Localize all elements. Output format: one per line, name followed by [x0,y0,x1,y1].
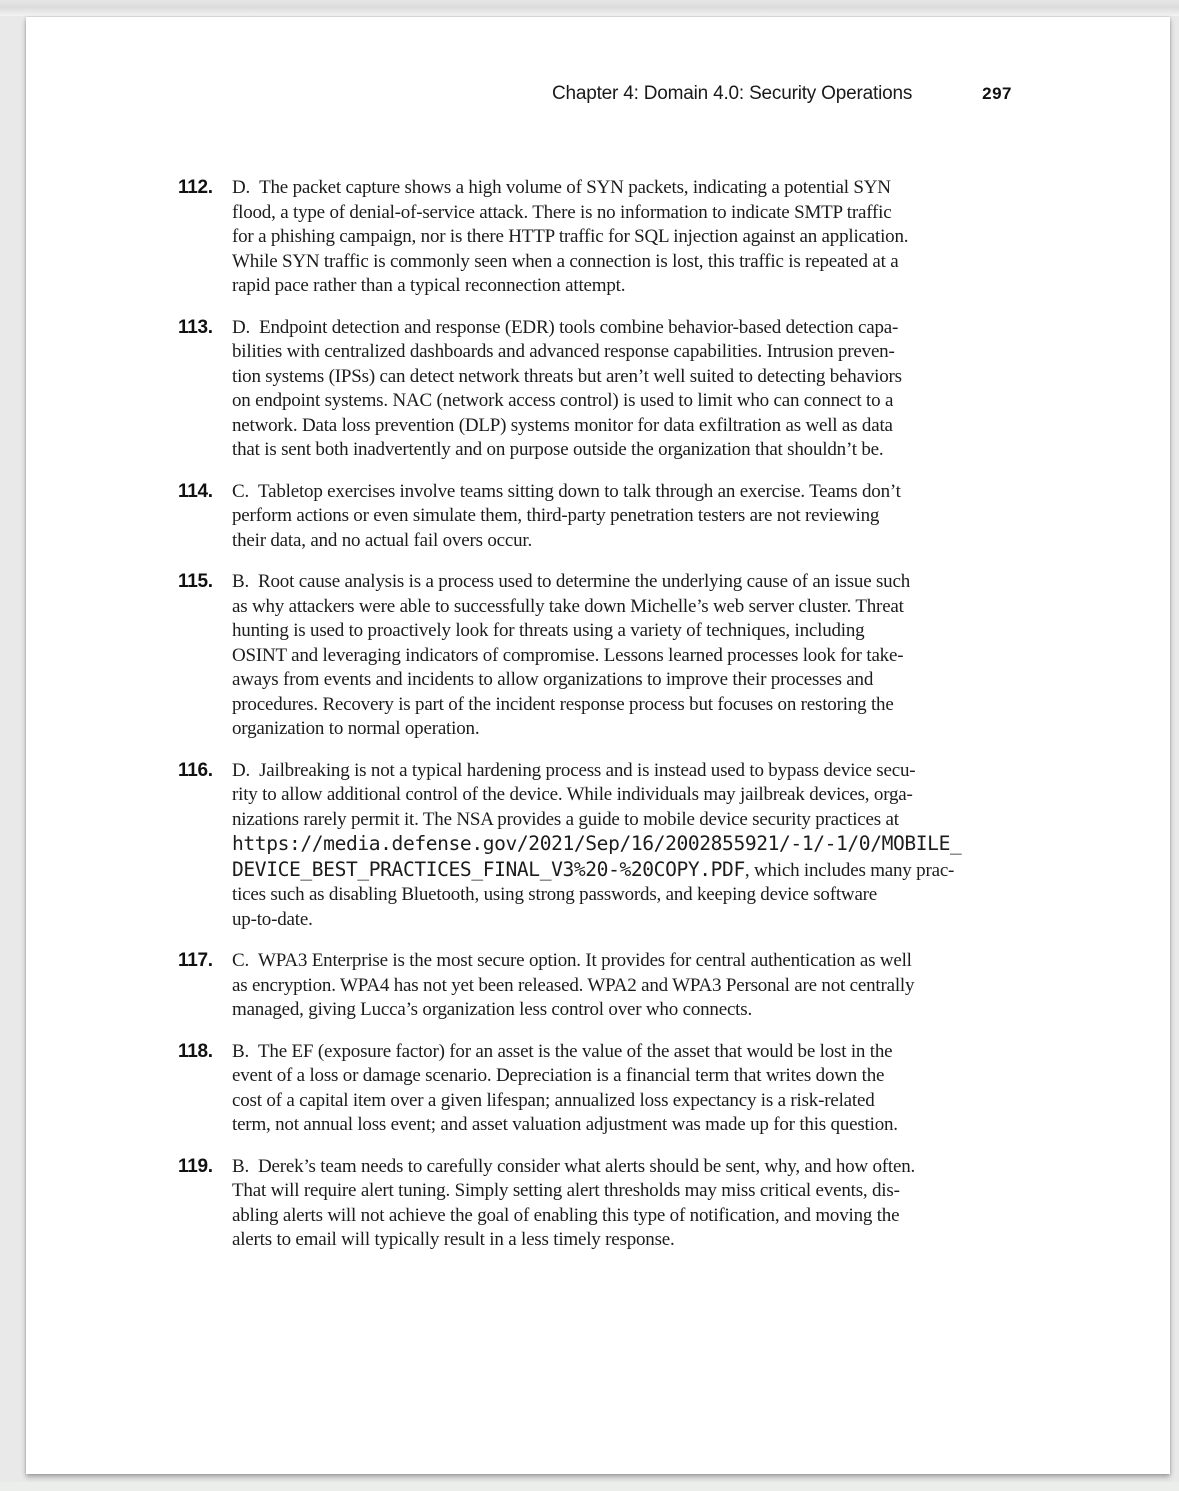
item-number: 113. [178,316,213,338]
url-text: https://media.defense.gov/2021/Sep/16/2002855921/-1/-1/0/MOBILE_ [232,832,962,855]
text-segment: alerts to email will typically result in a less timely response. [232,1229,675,1250]
answer-item [26,949,1170,1023]
item-number: 119. [178,1155,213,1177]
text-segment: organization to normal operation. [232,718,480,739]
text-segment: that is sent both inadvertently and on purpose outside the organization that shouldn’t be. [232,439,884,460]
text-segment: , which includes many prac- [744,859,955,881]
answer-letter: D. [232,759,251,781]
answer-item [26,1155,1170,1253]
text-segment: rapid pace rather than a typical reconnection attempt. [232,275,626,296]
text-segment: tion systems (IPSs) can detect network threats but aren’t well suited to detecting behaviors [232,365,902,387]
text-segment: up-to-date. [232,908,313,930]
text-line [232,1089,1170,1114]
text-segment: The EF (exposure factor) for an asset is the value of the asset that would be lost in the [258,1040,893,1062]
text-line [232,1113,1170,1138]
text-segment: Jailbreaking is not a typical hardening process and is instead used to bypass device secu- [259,759,916,781]
answer-letter: B. [232,1155,250,1177]
text-line [232,176,1170,201]
text-segment: The packet capture shows a high volume of SYN packets, indicating a potential SYN [259,177,891,198]
text-line [232,1155,1170,1180]
text-segment: as encryption. WPA4 has not yet been released. WPA2 and WPA3 Personal are not centrally [232,974,915,996]
text-segment: aways from events and incidents to allow organizations to improve their processes and [232,669,874,690]
text-line [232,1064,1170,1089]
text-segment: procedures. Recovery is part of the incident response process but focuses on restoring the [232,693,894,715]
text-segment: as why attackers were able to successfully take down Michelle’s web server cluster. Threat [232,595,904,617]
answer-item [26,176,1170,299]
answer-item [26,759,1170,933]
answer-letter: D. [232,177,251,198]
text-line [232,340,1170,365]
text-segment: network. Data loss prevention (DLP) systems monitor for data exfiltration as well as data [232,414,893,436]
text-line [232,974,1170,999]
text-line [232,883,1170,908]
text-line [232,759,1170,784]
text-line [232,1179,1170,1204]
text-segment: on endpoint systems. NAC (network access control) is used to limit who can connect to a [232,390,894,411]
text-line [232,389,1170,414]
item-number: 118. [178,1040,213,1062]
text-segment: for a phishing campaign, nor is there HTTP traffic for SQL injection against an application. [232,226,909,247]
text-line [232,998,1170,1023]
text-segment: Root cause analysis is a process used to determine the underlying cause of an issue such [258,571,911,592]
text-segment: tices such as disabling Bluetooth, using strong passwords, and keeping device software [232,884,878,905]
text-segment: event of a loss or damage scenario. Depreciation is a financial term that writes down the [232,1065,885,1086]
book-page [26,17,1170,1474]
answer-letter: B. [232,1040,250,1062]
item-number: 112. [178,177,213,198]
text-line [232,570,1170,595]
text-line [232,808,1170,833]
answer-item [26,1040,1170,1138]
text-line [232,316,1170,341]
text-line [232,1040,1170,1065]
text-line [232,949,1170,974]
text-segment: While SYN traffic is commonly seen when a connection is lost, this traffic is repeated at a [232,250,899,272]
text-segment: perform actions or even simulate them, third-party penetration testers are not reviewing [232,505,880,526]
text-segment: Tabletop exercises involve teams sitting down to talk through an exercise. Teams don’t [258,480,901,502]
text-line [232,414,1170,439]
text-line [232,858,1170,884]
answer-item [26,316,1170,463]
answer-item [26,480,1170,554]
text-line [232,201,1170,226]
text-line [232,832,1170,858]
answer-letter: D. [232,316,251,338]
text-line [232,908,1170,933]
answer-letter: C. [232,950,250,971]
text-line [232,225,1170,250]
text-line [232,504,1170,529]
text-line [232,717,1170,742]
page-header [26,83,1012,105]
text-segment: term, not annual loss event; and asset valuation adjustment was made up for this question. [232,1114,898,1135]
item-number: 117. [178,950,213,971]
text-segment: abling alerts will not achieve the goal of enabling this type of notification, and moving the [232,1204,900,1226]
text-line [232,644,1170,669]
text-line [232,693,1170,718]
text-segment: their data, and no actual fail overs occur. [232,529,533,551]
text-segment: nizations rarely permit it. The NSA provides a guide to mobile device security practices at [232,808,899,830]
text-line [232,274,1170,299]
text-line [232,619,1170,644]
text-segment: Endpoint detection and response (EDR) tools combine behavior-based detection capa- [259,316,899,338]
answer-item [26,570,1170,742]
url-text: DEVICE_BEST_PRACTICES_FINAL_V3%20-%20COPY.PDF [232,857,745,881]
text-line [232,480,1170,505]
text-line [232,783,1170,808]
text-segment: Derek’s team needs to carefully consider what alerts should be sent, why, and how often. [258,1155,916,1177]
text-segment: flood, a type of denial-of-service attack. There is no information to indicate SMTP traffic [232,201,892,223]
answer-letter: C. [232,480,250,502]
scan-top-band [0,0,1179,16]
text-segment: hunting is used to proactively look for threats using a variety of techniques, including [232,620,865,641]
text-segment: WPA3 Enterprise is the most secure option. It provides for central authentication as well [258,950,912,971]
text-line [232,595,1170,620]
text-segment: OSINT and leveraging indicators of compromise. Lessons learned processes look for take- [232,644,904,666]
text-segment: That will require alert tuning. Simply setting alert thresholds may miss critical events, dis- [232,1180,900,1201]
text-line [232,365,1170,390]
text-line [232,1204,1170,1229]
text-line [232,1228,1170,1253]
answers-list [26,176,1170,1270]
text-segment: bilities with centralized dashboards and advanced response capabilities. Intrusion preven- [232,341,895,362]
item-number: 114. [178,480,213,502]
text-line [232,668,1170,693]
item-number: 115. [178,571,213,592]
page-number: 297 [982,84,1012,103]
item-number: 116. [178,759,213,781]
text-line [232,438,1170,463]
text-line [232,529,1170,554]
text-line [232,250,1170,275]
text-segment: cost of a capital item over a given lifespan; annualized loss expectancy is a risk-related [232,1089,875,1111]
answer-letter: B. [232,571,250,592]
scan-bottom-band [0,1482,1179,1491]
text-segment: rity to allow additional control of the device. While individuals may jailbreak devices, orga- [232,784,913,805]
chapter-title: Chapter 4: Domain 4.0: Security Operations [551,83,913,104]
text-segment: managed, giving Lucca’s organization less control over who connects. [232,999,753,1020]
